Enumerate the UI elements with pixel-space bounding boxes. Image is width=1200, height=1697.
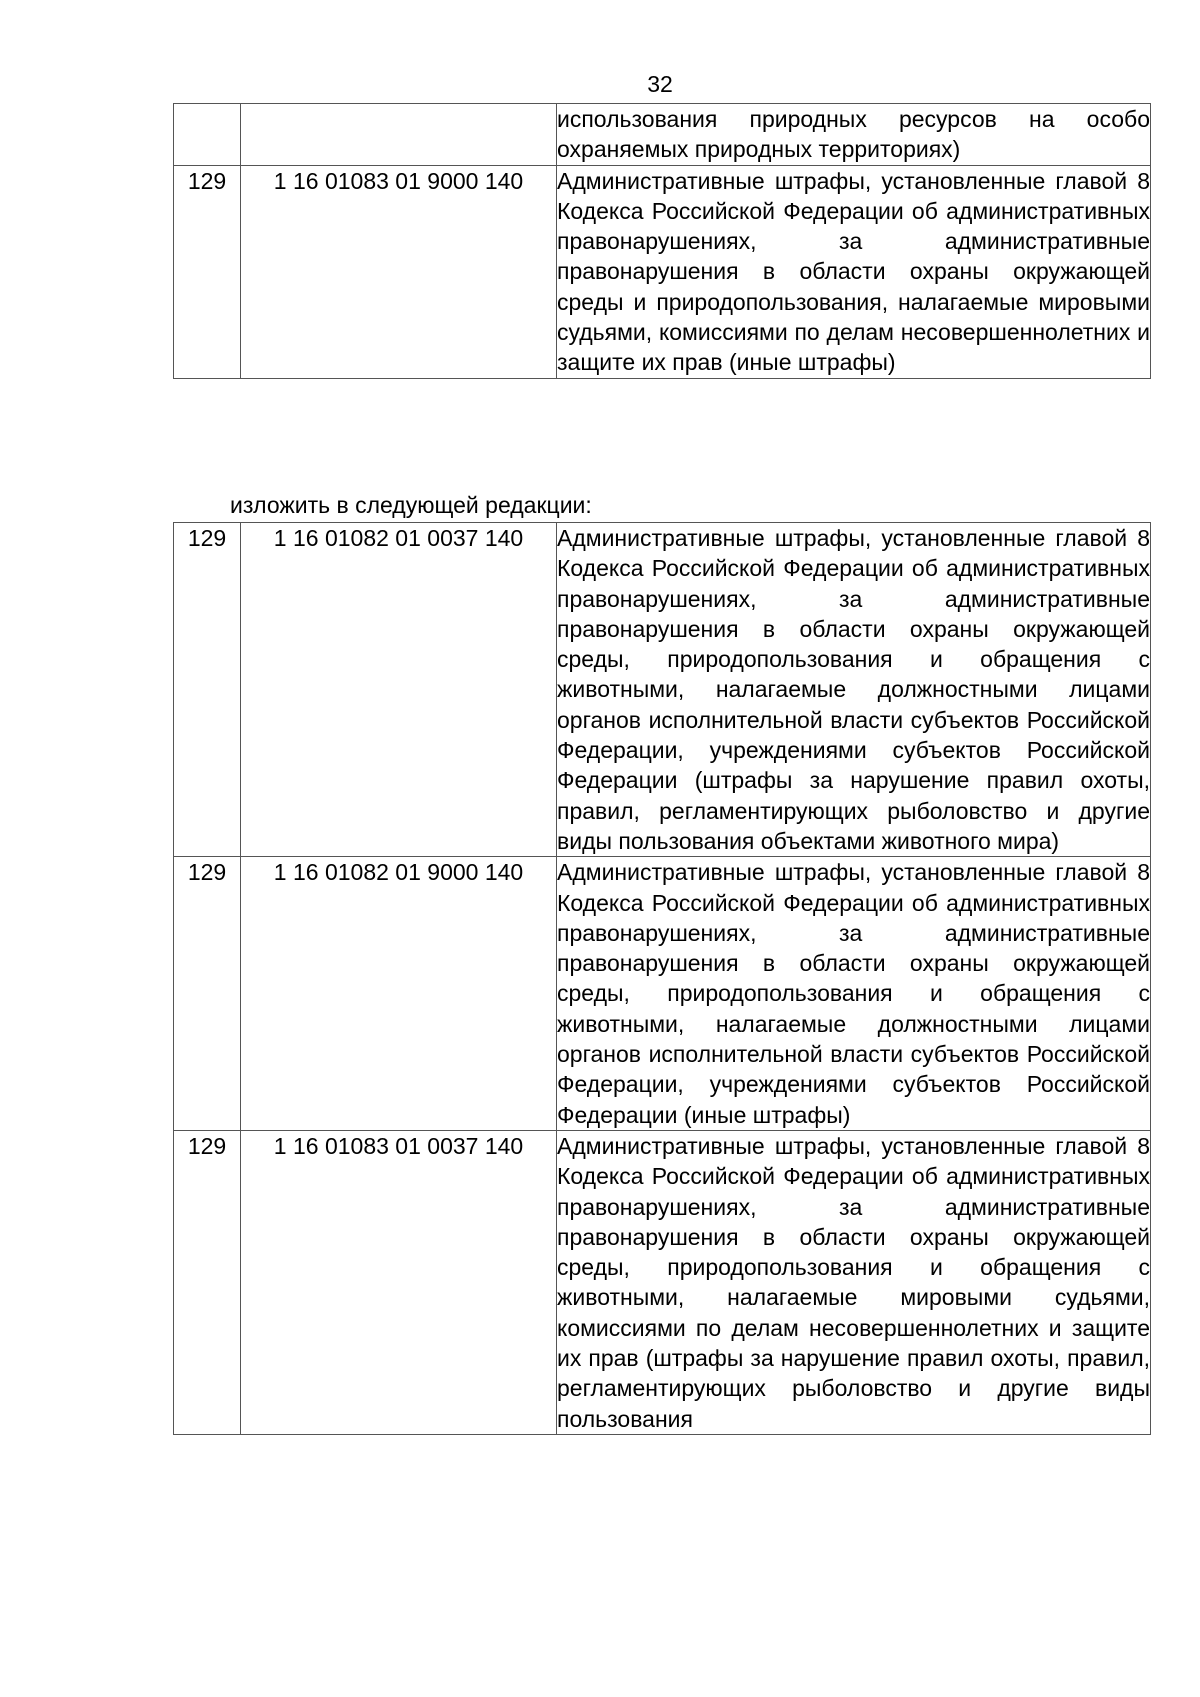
description-cell: Административные штрафы, установленные главой 8 Кодекса Российской Федерации об административных правонарушениях, за административные правонарушения в области охраны окружающей среды и природопользования, налагаемые мировыми судьями, комиссиями по делам несовершеннолетних и защите их прав (иные штрафы) [557, 165, 1151, 378]
page-number: 32 [647, 71, 673, 97]
description-cell: использования природных ресурсов на особо охраняемых природных территориях) [557, 104, 1151, 166]
intro-text: изложить в следующей редакции: [230, 492, 592, 518]
budget-code-cell: 1 16 01082 01 0037 140 [241, 523, 557, 857]
table-new-edition [173, 522, 1151, 1435]
row-number-cell: 129 [174, 165, 241, 378]
budget-code-cell: 1 16 01083 01 9000 140 [241, 165, 557, 378]
table-row [174, 165, 1151, 378]
table-row [174, 857, 1151, 1131]
description-cell: Административные штрафы, установленные главой 8 Кодекса Российской Федерации об административных правонарушениях, за административные правонарушения в области охраны окружающей среды, природопользования и обращения с животными, налагаемые мировыми судьями, комиссиями по делам несовершеннолетних и защите их прав (штрафы за нарушение правил охоты, правил, регламентирующих рыболовство и другие виды пользования [557, 1130, 1151, 1434]
budget-code-cell [241, 104, 557, 166]
row-number-cell: 129 [174, 523, 241, 857]
row-number-cell: 129 [174, 1130, 241, 1434]
table-row [174, 1130, 1151, 1434]
description-cell: Административные штрафы, установленные главой 8 Кодекса Российской Федерации об административных правонарушениях, за административные правонарушения в области охраны окружающей среды, природопользования и обращения с животными, налагаемые должностными лицами органов исполнительной власти субъектов Российской Федерации, учреждениями субъектов Российской Федерации (штрафы за нарушение правил охоты, правил, регламентирующих рыболовство и другие виды пользования объектами животного мира) [557, 523, 1151, 857]
row-number-cell [174, 104, 241, 166]
table-row [174, 104, 1151, 166]
table-row [174, 523, 1151, 857]
row-number-cell: 129 [174, 857, 241, 1131]
budget-code-cell: 1 16 01082 01 9000 140 [241, 857, 557, 1131]
budget-code-cell: 1 16 01083 01 0037 140 [241, 1130, 557, 1434]
table-current [173, 103, 1151, 379]
description-cell: Административные штрафы, установленные главой 8 Кодекса Российской Федерации об административных правонарушениях, за административные правонарушения в области охраны окружающей среды, природопользования и обращения с животными, налагаемые должностными лицами органов исполнительной власти субъектов Российской Федерации, учреждениями субъектов Российской Федерации (иные штрафы) [557, 857, 1151, 1131]
